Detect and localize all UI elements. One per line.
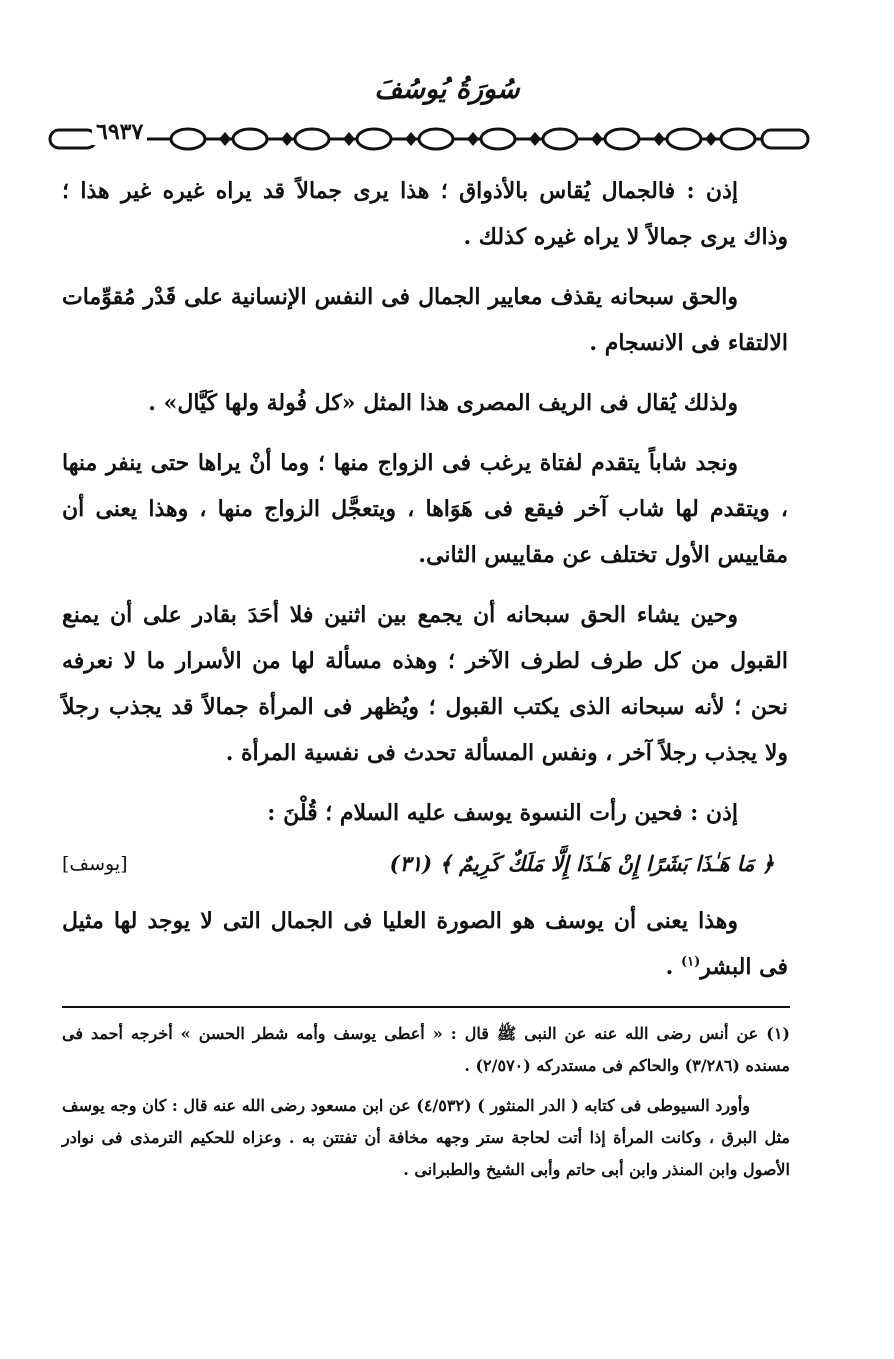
footnote-marker: (١) xyxy=(680,954,701,970)
paragraph xyxy=(62,898,788,990)
paragraph: ولذلك يُقال فى الريف المصرى هذا المثل «كل فُولة ولها كَيَّال» . xyxy=(148,390,738,416)
paragraph: ونجد شاباً يتقدم لفتاة يرغب فى الزواج منها ؛ وما أنْ يراها حتى ينفر منها ، ويتقدم لها شاب آخر فيقع فى هَوَاها ، ويتعجَّل الزواج منها ، وهذا يعنى أن مقاييس الأول تختلف عن مقاييس الثانى. xyxy=(62,450,788,568)
header-ornament-border xyxy=(48,121,810,157)
paragraph: والحق سبحانه يقذف معايير الجمال فى النفس الإنسانية على قَدْر مُقوِّمات الالتقاء فى الانسجام . xyxy=(62,284,788,356)
paragraph: وحين يشاء الحق سبحانه أن يجمع بين اثنين فلا أحَدَ بقادر على أن يمنع القبول من كل طرف لطرف الآخر ؛ وهذه مسألة لها من الأسرار ما لا نعرفه نحن ؛ لأنه سبحانه الذى يكتب القبول ؛ ويُظهر فى المرأة جمالاً قد يجذب رجلاً ولا يجذب رجلاً آخر ، ونفس المسألة تحدث فى نفسية المرأة . xyxy=(62,602,788,766)
footnote: (١) عن أنس رضى الله عنه عن النبى ﷺ قال : « أعطى يوسف وأمه شطر الحسن » أخرجه أحمد فى مسنده (٣/٢٨٦) والحاكم فى مستدركه (٢/٥٧٠) . xyxy=(62,1024,790,1075)
main-text xyxy=(62,168,788,1004)
surah-title: سُورَةُ يُوسُفَ xyxy=(374,74,520,105)
paragraph-text: وهذا يعنى أن يوسف هو الصورة العليا فى الجمال التى لا يوجد لها مثيل فى البشر xyxy=(62,908,788,980)
footnote-divider xyxy=(62,1006,790,1008)
paragraph: إذن : فحين رأت النسوة يوسف عليه السلام ؛ قُلْنَ : xyxy=(267,800,738,826)
paragraph: إذن : فالجمال يُقاس بالأذواق ؛ هذا يرى جمالاً قد يراه غيره غير هذا ؛ وذاك يرى جمالاً لا يراه غيره كذلك . xyxy=(62,178,788,250)
footnote: وأورد السيوطى فى كتابه ( الدر المنثور ) (٤/٥٣٢) عن ابن مسعود رضى الله عنه قال : كان وجه يوسف مثل البرق ، وكانت المرأة إذا أتت لحاجة ستر وجهه مخافة أن تفتتن به . وعزاه للحكيم الترمذى فى نوادر الأصول وابن المنذر وابن أبى حاتم وأبى الشيخ والطبرانى . xyxy=(62,1096,790,1179)
quran-verse-row xyxy=(62,844,788,884)
paragraph-end: . xyxy=(665,954,681,980)
page-number: ٦٩٣٧ xyxy=(92,119,147,145)
verse-reference: [يوسف] xyxy=(62,853,128,875)
footnotes xyxy=(62,1018,790,1194)
quran-verse: ﴿ مَا هَـٰذَا بَشَرًا إِنْ هَـٰذَا إِلَّا مَلَكٌ كَرِيمٌ ﴾ (٣١) xyxy=(389,851,774,876)
